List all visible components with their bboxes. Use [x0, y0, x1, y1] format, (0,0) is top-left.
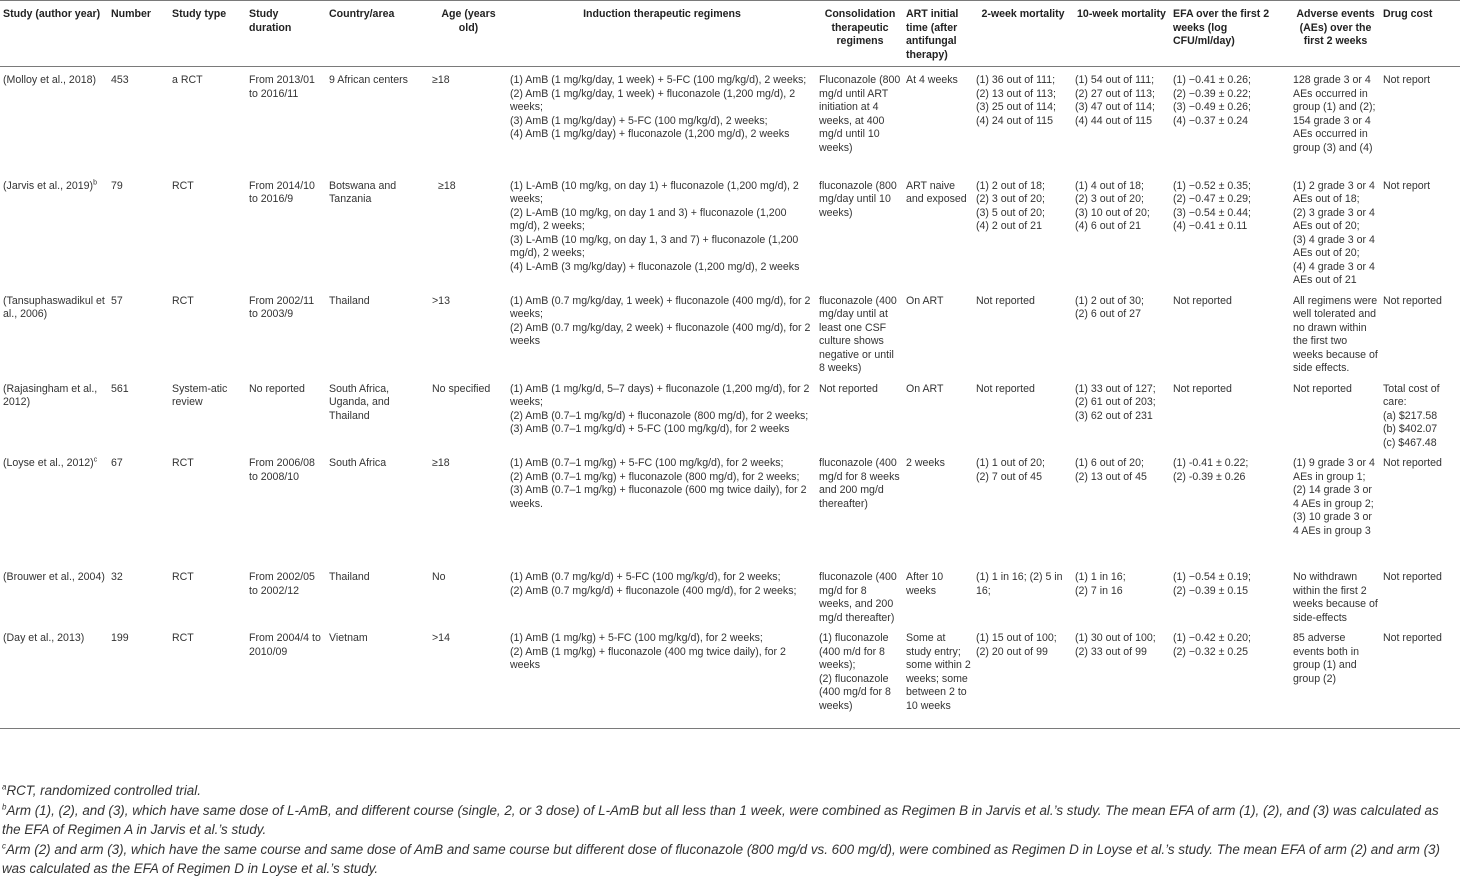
cell-consolidation: fluconazole (800 mg/day until 10 weeks): [819, 179, 897, 219]
cell-efa: Not reported: [1173, 382, 1232, 395]
cell-study: (Tansuphaswadikul et al., 2006): [3, 294, 105, 320]
cell-number: 79: [111, 179, 123, 192]
cell-duration: From 2013/01 to 2016/11: [249, 74, 315, 100]
footnotes: [0, 781, 1460, 879]
cell-2week-mortality: (1) 1 in 16; (2) 5 in 16;: [976, 571, 1063, 597]
cell-adverse-events: 128 grade 3 or 4 AEs occurred in group (1) and (2); 154 grade 3 or 4 AEs occurred in group (3) and (4): [1293, 74, 1376, 154]
cell-adverse-events: No withdrawn within the first 2 weeks because of side-effects: [1293, 571, 1378, 624]
cell-10week-mortality: (1) 1 in 16; (2) 7 in 16: [1075, 571, 1126, 597]
cell-country: Thailand: [329, 294, 370, 307]
footnote: $^c$Arm (2) and arm (3), which have the same course and same dose of AmB and same course but different dose of fluconazole (800 mg/d vs. 600 mg/d), were combined as Regimen D in Loyse et al.’s study. The mean EFA of arm (2) and arm (3) was calculated as the EFA of Regimen D in Loyse et al.’s study.: [2, 841, 1440, 876]
cell-10week-mortality: (1) 6 out of 20; (2) 13 out of 45: [1075, 457, 1147, 483]
cell-study: (Rajasingham et al., 2012): [3, 382, 98, 408]
cell-2week-mortality: (1) 2 out of 18; (2) 3 out of 20; (3) 5 out of 20; (4) 2 out of 21: [976, 179, 1045, 232]
cell-10week-mortality: (1) 54 out of 111; (2) 27 out of 113; (3) 47 out of 114; (4) 44 out of 115: [1075, 74, 1155, 127]
cell-drug-cost: Not reported: [1383, 457, 1442, 469]
cell-age: No specified: [432, 382, 491, 395]
cell-duration: From 2006/08 to 2008/10: [249, 457, 315, 483]
cell-efa: Not reported: [1173, 294, 1232, 307]
header-duration: Study duration: [249, 8, 292, 34]
table-row: [0, 564, 1460, 625]
table-row: [0, 625, 1460, 728]
cell-drug-cost: Not reported: [1383, 571, 1442, 583]
cell-consolidation: Not reported: [819, 382, 878, 395]
header-adverse-events: Adverse events (AEs) over the first 2 weeks: [1296, 8, 1375, 47]
cell-number: 32: [111, 571, 123, 583]
table-body: [0, 67, 1460, 729]
cell-2week-mortality: (1) 36 out of 111; (2) 13 out of 113; (3) 25 out of 114; (4) 24 out of 115: [976, 74, 1056, 127]
cell-number: 453: [111, 74, 129, 86]
cell-age: >13: [432, 294, 450, 307]
cell-induction: (1) AmB (0.7 mg/kg/day, 1 week) + fluconazole (400 mg/d), for 2 weeks; (2) AmB (0.7 mg/kg/day, 2 week) + fluconazole (400 mg/d), for 2 weeks: [510, 294, 811, 347]
cell-age: ≥18: [432, 457, 450, 469]
cell-art-time: On ART: [906, 294, 944, 307]
cell-efa: (1) −0.54 ± 0.19; (2) −0.39 ± 0.15: [1173, 571, 1251, 597]
cell-10week-mortality: (1) 30 out of 100; (2) 33 out of 99: [1075, 632, 1156, 658]
cell-study: (Brouwer et al., 2004): [3, 571, 105, 583]
cell-consolidation: fluconazole (400 mg/d for 8 weeks, and 200 mg/d thereafter): [819, 571, 897, 624]
cell-study-type: RCT: [172, 632, 194, 644]
cell-duration: From 2014/10 to 2016/9: [249, 179, 315, 205]
header-induction: Induction therapeutic regimens: [583, 8, 741, 20]
cell-induction: (1) AmB (1 mg/kg) + 5-FC (100 mg/kg/d), for 2 weeks; (2) AmB (1 mg/kg) + fluconazole (400 mg twice daily), for 2 weeks: [510, 632, 786, 671]
cell-study: (Day et al., 2013): [3, 632, 85, 644]
cell-art-time: 2 weeks: [906, 457, 945, 469]
header-study: Study (author year): [3, 8, 101, 20]
header-study-type: Study type: [172, 8, 227, 20]
cell-duration: From 2004/4 to 2010/09: [249, 632, 321, 658]
cell-art-time: Some at study entry; some within 2 weeks; some between 2 to 10 weeks: [906, 632, 971, 712]
cell-efa: (1) -0.41 ± 0.22; (2) -0.39 ± 0.26: [1173, 457, 1249, 483]
footnote: $^b$Arm (1), (2), and (3), which have same dose of L-AmB, and different course (single, 2, or 3 dose) of L-AmB but all less than 1 week, were combined as Regimen B in Jarvis et al.’s study. The mean EFA of arm (1), (2), and (3) was calculated as the EFA of Regimen A in Jarvis et al.’s study.: [2, 802, 1439, 837]
cell-2week-mortality: (1) 15 out of 100; (2) 20 out of 99: [976, 632, 1057, 658]
header-consolidation: Consolidation therapeutic regimens: [824, 8, 896, 47]
cell-drug-cost: Not report: [1383, 74, 1431, 86]
header-number: Number: [111, 8, 152, 20]
cell-adverse-events: (1) 2 grade 3 or 4 AEs out of 18; (2) 3 grade 3 or 4 AEs out of 20; (3) 4 grade 3 or 4 AEs out of 20; (4) 4 grade 3 or 4 AEs out of 21: [1293, 179, 1375, 286]
cell-age: ≥18: [432, 74, 450, 86]
cell-age: >14: [432, 632, 450, 644]
cell-age: ≥18: [438, 179, 456, 192]
cell-induction: (1) AmB (0.7–1 mg/kg) + 5-FC (100 mg/kg/d), for 2 weeks; (2) AmB (0.7–1 mg/kg) + fluconazole (800 mg/d), for 2 weeks; (3) AmB (0.7–1 mg/kg) + fluconazole (600 mg twice daily), for 2 weeks.: [510, 457, 807, 510]
table-row: [0, 173, 1460, 288]
cell-consolidation: (1) fluconazole (400 m/d for 8 weeks); (2) fluconazole (400 mg/d for 8 weeks): [819, 632, 891, 712]
cell-number: 199: [111, 632, 129, 644]
cell-2week-mortality: (1) 1 out of 20; (2) 7 out of 45: [976, 457, 1045, 483]
cell-country: South Africa: [329, 457, 387, 469]
cell-efa: (1) −0.52 ± 0.35; (2) −0.47 ± 0.29; (3) −0.54 ± 0.44; (4) −0.41 ± 0.11: [1173, 179, 1251, 232]
cell-drug-cost: Total cost of care: (a) $217.58 (b) $402.07 (c) $467.48: [1383, 382, 1440, 449]
cell-country: Vietnam: [329, 632, 368, 644]
cell-art-time: On ART: [906, 382, 944, 395]
cell-number: 57: [111, 294, 123, 307]
cell-adverse-events: Not reported: [1293, 382, 1352, 395]
cell-efa: (1) −0.41 ± 0.26; (2) −0.39 ± 0.22; (3) −0.49 ± 0.26; (4) −0.37 ± 0.24: [1173, 74, 1251, 127]
cell-duration: No reported: [249, 382, 305, 395]
cell-consolidation: Fluconazole (800 mg/d until ART initiation at 4 weeks, at 400 mg/d until 10 weeks): [819, 74, 901, 154]
cell-age: No: [432, 571, 446, 583]
cell-duration: From 2002/05 to 2002/12: [249, 571, 315, 597]
footnote-marker: c: [93, 456, 98, 464]
cell-2week-mortality: Not reported: [976, 294, 1035, 307]
footnote: $^a$RCT, randomized controlled trial.: [2, 782, 201, 798]
header-10week-mortality: 10-week mortality: [1077, 8, 1166, 20]
cell-induction: (1) L-AmB (10 mg/kg, on day 1) + fluconazole (1,200 mg/d), 2 weeks; (2) L-AmB (10 mg/kg, on day 1 and 3) + fluconazole (1,200 mg/d), 2 weeks; (3) L-AmB (10 mg/kg, on day 1, 3 and 7) + fluconazole (1,200 mg/d), 2 weeks; (4) L-AmB (3 mg/kg/day) + fluconazole (1,200 mg/d), 2 weeks: [510, 179, 800, 273]
header-age: Age (years old): [441, 8, 496, 34]
cell-duration: From 2002/11 to 2003/9: [249, 294, 315, 320]
cell-study-type: System-atic review: [172, 382, 228, 408]
cell-adverse-events: All regimens were well tolerated and no drawn within the first two weeks because of side effects.: [1293, 294, 1378, 374]
cell-2week-mortality: Not reported: [976, 382, 1035, 395]
table-row: [0, 67, 1460, 173]
footnote-marker: b: [93, 178, 97, 186]
table-row: [0, 288, 1460, 376]
header-country: Country/area: [329, 8, 395, 20]
cell-study-type: RCT: [172, 294, 194, 307]
cell-country: South Africa, Uganda, and Thailand: [329, 382, 390, 422]
cell-study-type: a RCT: [172, 74, 203, 86]
cell-study-type: RCT: [172, 457, 194, 469]
cell-art-time: At 4 weeks: [906, 74, 958, 86]
cell-study-type: RCT: [172, 179, 194, 192]
header-art: ART initial time (after antifungal therapy): [906, 8, 959, 61]
cell-country: Botswana and Tanzania: [329, 179, 397, 205]
cell-drug-cost: Not report: [1383, 179, 1431, 192]
cell-study: (Jarvis et al., 2019)$^b$: [3, 178, 97, 192]
cell-drug-cost: Not reported: [1383, 632, 1442, 644]
cell-art-time: ART naive and exposed: [906, 179, 967, 205]
header-2week-mortality: 2-week mortality: [981, 8, 1065, 20]
cell-induction: (1) AmB (1 mg/kg/d, 5–7 days) + fluconazole (1,200 mg/d), for 2 weeks; (2) AmB (0.7–1 mg/kg/d) + fluconazole (800 mg/d), for 2 weeks; (3) AmB (0.7–1 mg/kg/d) + 5-FC (100 mg/kg/d), for 2 weeks: [510, 382, 810, 435]
cell-art-time: After 10 weeks: [906, 571, 944, 597]
cell-number: 67: [111, 457, 123, 469]
cell-study: (Molloy et al., 2018): [3, 74, 97, 86]
cell-consolidation: fluconazole (400 mg/day until at least one CSF culture shows negative or until 8 weeks): [819, 294, 897, 374]
header-row: [0, 1, 1460, 67]
header-efa: EFA over the first 2 weeks (log CFU/ml/day): [1173, 8, 1270, 47]
cell-drug-cost: Not reported: [1383, 294, 1442, 307]
cell-efa: (1) −0.42 ± 0.20; (2) −0.32 ± 0.25: [1173, 632, 1251, 658]
cell-10week-mortality: (1) 2 out of 30; (2) 6 out of 27: [1075, 294, 1144, 320]
cell-number: 561: [111, 382, 129, 395]
cell-10week-mortality: (1) 4 out of 18; (2) 3 out of 20; (3) 10 out of 20; (4) 6 out of 21: [1075, 179, 1150, 232]
cell-consolidation: fluconazole (400 mg/d for 8 weeks and 200 mg/d thereafter): [819, 457, 900, 510]
cell-10week-mortality: (1) 33 out of 127; (2) 61 out of 203; (3) 62 out of 231: [1075, 382, 1156, 422]
cell-adverse-events: (1) 9 grade 3 or 4 AEs in group 1; (2) 14 grade 3 or 4 AEs in group 2; (3) 10 grade 3 or 4 AEs in group 3: [1293, 457, 1375, 537]
table-row: [0, 450, 1460, 564]
cell-adverse-events: 85 adverse events both in group (1) and group (2): [1293, 632, 1359, 685]
cell-country: 9 African centers: [329, 74, 408, 86]
cell-study: (Loyse et al., 2012)$^c$: [3, 456, 98, 469]
header-drug-cost: Drug cost: [1383, 8, 1433, 20]
cell-country: Thailand: [329, 571, 370, 583]
cell-induction: (1) AmB (0.7 mg/kg/d) + 5-FC (100 mg/kg/d), for 2 weeks; (2) AmB (0.7 mg/kg/d) + fluconazole (400 mg/d), for 2 weeks;: [510, 571, 797, 597]
cell-study-type: RCT: [172, 571, 194, 583]
cell-induction: (1) AmB (1 mg/kg/day, 1 week) + 5-FC (100 mg/kg/d), 2 weeks; (2) AmB (1 mg/kg/day, 1 week) + fluconazole (1,200 mg/d), 2 weeks; (3) AmB (1 mg/kg/day) + 5-FC (100 mg/kg/d), 2 weeks; (4) AmB (1 mg/kg/day) + fluconazole (1,200 mg/d), 2 weeks: [510, 74, 807, 140]
table-row: [0, 376, 1460, 451]
